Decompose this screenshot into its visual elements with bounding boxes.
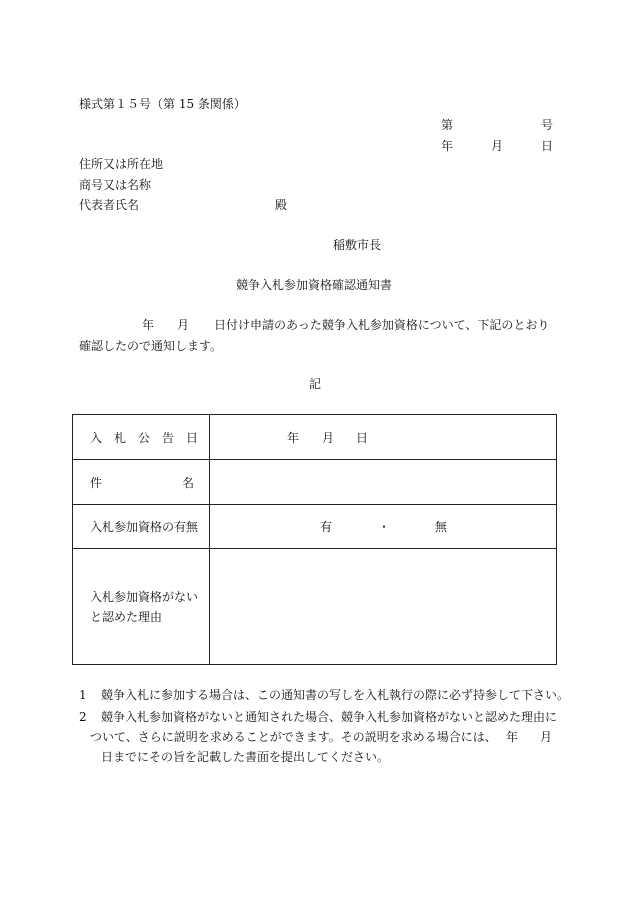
body-line2: 確認したので通知します。 xyxy=(79,339,223,353)
announce-month: 月 xyxy=(322,431,335,445)
note-2-month: 月 xyxy=(540,730,553,744)
announce-year: 年 xyxy=(287,431,300,445)
company-label: 商号又は名称 xyxy=(79,178,152,192)
doc-number-prefix: 第 xyxy=(441,118,454,132)
date-month: 月 xyxy=(491,139,504,153)
eligibility-no: 無 xyxy=(435,520,448,534)
body-year: 年 xyxy=(142,318,155,332)
note-2-year: 年 xyxy=(506,730,519,744)
table-row-divider xyxy=(73,504,556,505)
date-year: 年 xyxy=(441,139,454,153)
form-number: 様式第１５号（第 15 条関係） xyxy=(79,97,246,111)
reason-label-line1: 入札参加資格がない xyxy=(90,590,199,604)
representative-label: 代表者氏名 xyxy=(79,198,140,212)
honorific: 殿 xyxy=(275,198,288,212)
note-2-line2: ついて、さらに説明を求めることができます。その説明を求める場合には、 xyxy=(90,730,497,744)
note-1-number: 1 xyxy=(79,688,87,702)
issuer: 稲敷市長 xyxy=(333,238,382,252)
body-line1: 日付け申請のあった競争入札参加資格について、下記のとおり xyxy=(214,318,550,332)
ki-heading: 記 xyxy=(309,377,322,391)
body-month: 月 xyxy=(177,318,190,332)
subject-label-right: 名 xyxy=(182,476,195,490)
eligibility-label: 入札参加資格の有無 xyxy=(90,520,199,534)
eligibility-separator: ・ xyxy=(378,520,391,534)
subject-label-left: 件 xyxy=(90,476,103,490)
address-label: 住所又は所在地 xyxy=(79,157,164,171)
date-day: 日 xyxy=(541,139,554,153)
reason-label-line2: と認めた理由 xyxy=(90,610,163,624)
doc-number-suffix: 号 xyxy=(541,118,554,132)
table-column-divider xyxy=(209,415,210,664)
note-1-text: 競争入札に参加する場合は、この通知書の写しを入札執行の際に必ず持参して下さい。 xyxy=(101,688,570,702)
announce-date-label: 入 札 公 告 日 xyxy=(90,431,199,445)
eligibility-yes: 有 xyxy=(320,520,333,534)
note-2-line3: 日までにその旨を記載した書面を提出してください。 xyxy=(101,750,390,764)
table-row-divider xyxy=(73,459,556,460)
note-2-line1: 競争入札参加資格がないと通知された場合、競争入札参加資格がないと認めた理由に xyxy=(101,710,558,724)
table-row-divider xyxy=(73,548,556,549)
announce-day: 日 xyxy=(356,431,369,445)
document-title: 競争入札参加資格確認通知書 xyxy=(236,278,393,292)
note-2-number: 2 xyxy=(79,710,87,724)
info-table xyxy=(72,414,557,665)
